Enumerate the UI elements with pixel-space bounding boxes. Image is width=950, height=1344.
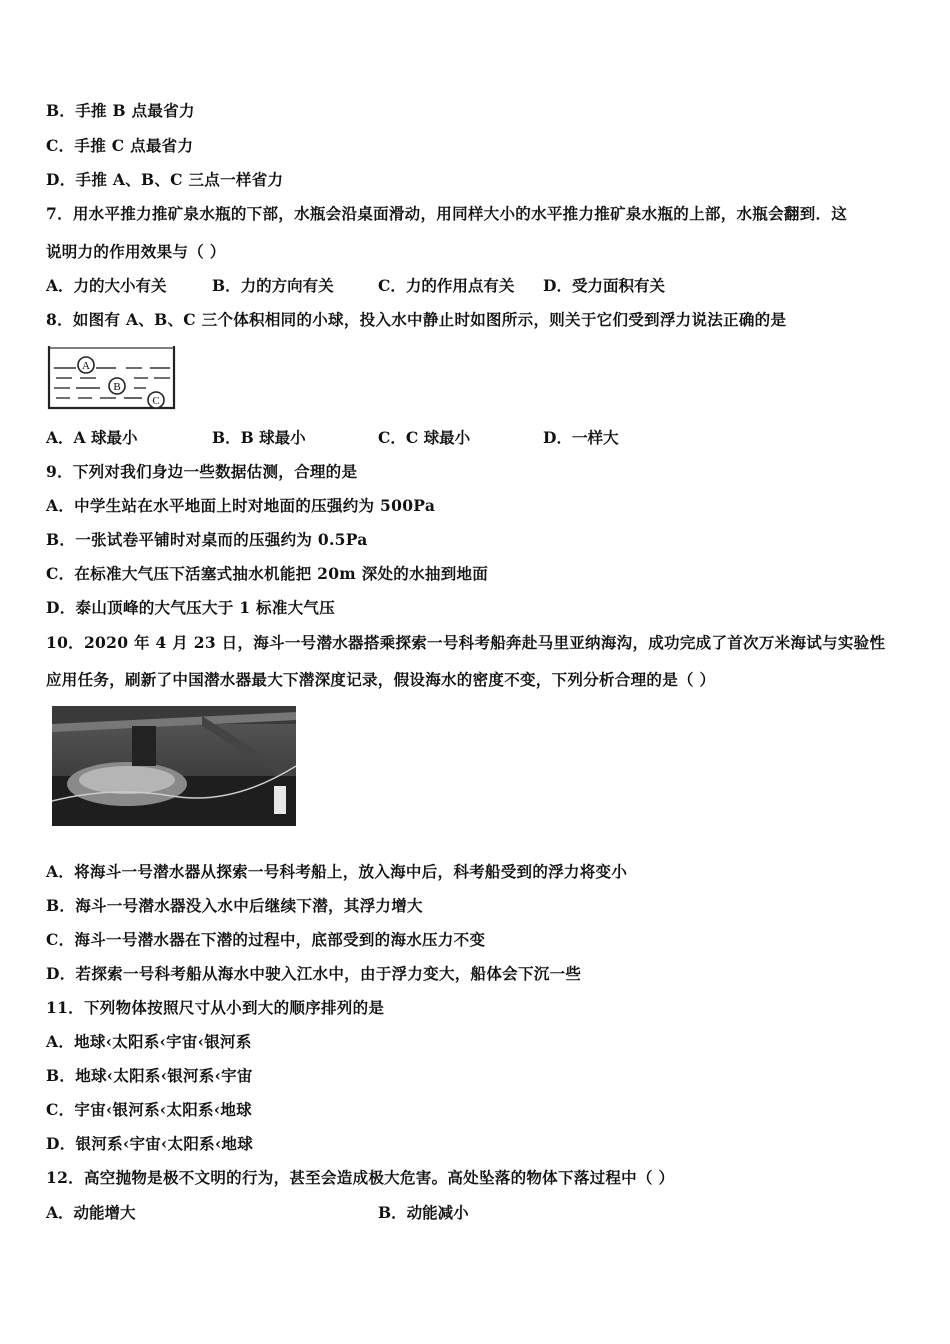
q9-option-d: D．泰山顶峰的大气压大于 1 标准大气压	[46, 598, 336, 617]
q9-option-c: C．在标准大气压下活塞式抽水机能把 20m 深处的水抽到地面	[46, 564, 489, 583]
q7-stem-line1: 7．用水平推力推矿泉水瓶的下部，水瓶会沿桌面滑动，用同样大小的水平推力推矿泉水瓶的上部，水瓶会翻到．这	[46, 204, 848, 223]
q11-option-b: B．地球‹太阳系‹银河系‹宇宙	[46, 1066, 253, 1085]
q8-option-a: A．A 球最小	[46, 428, 138, 447]
q6-option-c: C．手推 C 点最省力	[46, 136, 194, 155]
q10-stem-line2: 应用任务，刷新了中国潜水器最大下潜深度记录，假设海水的密度不变，下列分析合理的是（ ）	[46, 670, 716, 689]
q7-option-b: B．力的方向有关	[212, 276, 334, 295]
q11-option-d: D．银河系‹宇宙‹太阳系‹地球	[46, 1134, 254, 1153]
q11-stem: 11．下列物体按照尺寸从小到大的顺序排列的是	[46, 998, 385, 1017]
q6-option-b: B．手推 B 点最省力	[46, 101, 195, 120]
q10-option-c: C．海斗一号潜水器在下潜的过程中，底部受到的海水压力不变	[46, 930, 486, 949]
q10-stem-line1: 10．2020 年 4 月 23 日，海斗一号潜水器搭乘探索一号科考船奔赴马里亚纳海沟，成功完成了首次万米海试与实验性	[46, 633, 886, 652]
q10-photo-submersible	[52, 706, 296, 832]
q9-option-a: A．中学生站在水平地面上时对地面的压强约为 500Pa	[46, 496, 436, 515]
ball-label-c: C	[152, 395, 160, 407]
q8-option-b: B．B 球最小	[212, 428, 306, 447]
ball-label-a: A	[82, 360, 90, 372]
q7-option-a: A．力的大小有关	[46, 276, 167, 295]
q11-option-c: C．宇宙‹银河系‹太阳系‹地球	[46, 1100, 252, 1119]
q8-option-c: C．C 球最小	[378, 428, 471, 447]
q10-option-d: D．若探索一号科考船从海水中驶入江水中，由于浮力变大，船体会下沉一些	[46, 964, 582, 983]
q11-option-a: A．地球‹太阳系‹宇宙‹银河系	[46, 1032, 252, 1051]
q9-stem: 9．下列对我们身边一些数据估测，合理的是	[46, 462, 358, 481]
q9-option-b: B．一张试卷平铺时对桌而的压强约为 0.5Pa	[46, 530, 368, 549]
q6-option-d: D．手推 A、B、C 三点一样省力	[46, 170, 284, 189]
q8-figure-container-with-balls	[46, 342, 178, 414]
q7-stem-line2: 说明力的作用效果与（ ）	[46, 242, 226, 261]
q10-option-a: A．将海斗一号潜水器从探索一号科考船上，放入海中后，科考船受到的浮力将变小	[46, 862, 628, 881]
q10-option-b: B．海斗一号潜水器没入水中后继续下潜，其浮力增大	[46, 896, 423, 915]
q7-option-d: D．受力面积有关	[543, 276, 665, 295]
ball-label-b: B	[113, 381, 121, 393]
q7-option-c: C．力的作用点有关	[378, 276, 515, 295]
q8-option-d: D．一样大	[543, 428, 619, 447]
q8-stem: 8．如图有 A、B、C 三个体积相同的小球，投入水中静止时如图所示，则关于它们受到浮力说法正确的是	[46, 310, 787, 329]
q12-option-b: B．动能减小	[378, 1203, 469, 1222]
q12-option-a: A．动能增大	[46, 1203, 136, 1222]
q12-stem: 12．高空抛物是极不文明的行为，甚至会造成极大危害。高处坠落的物体下落过程中（ ）	[46, 1168, 675, 1187]
